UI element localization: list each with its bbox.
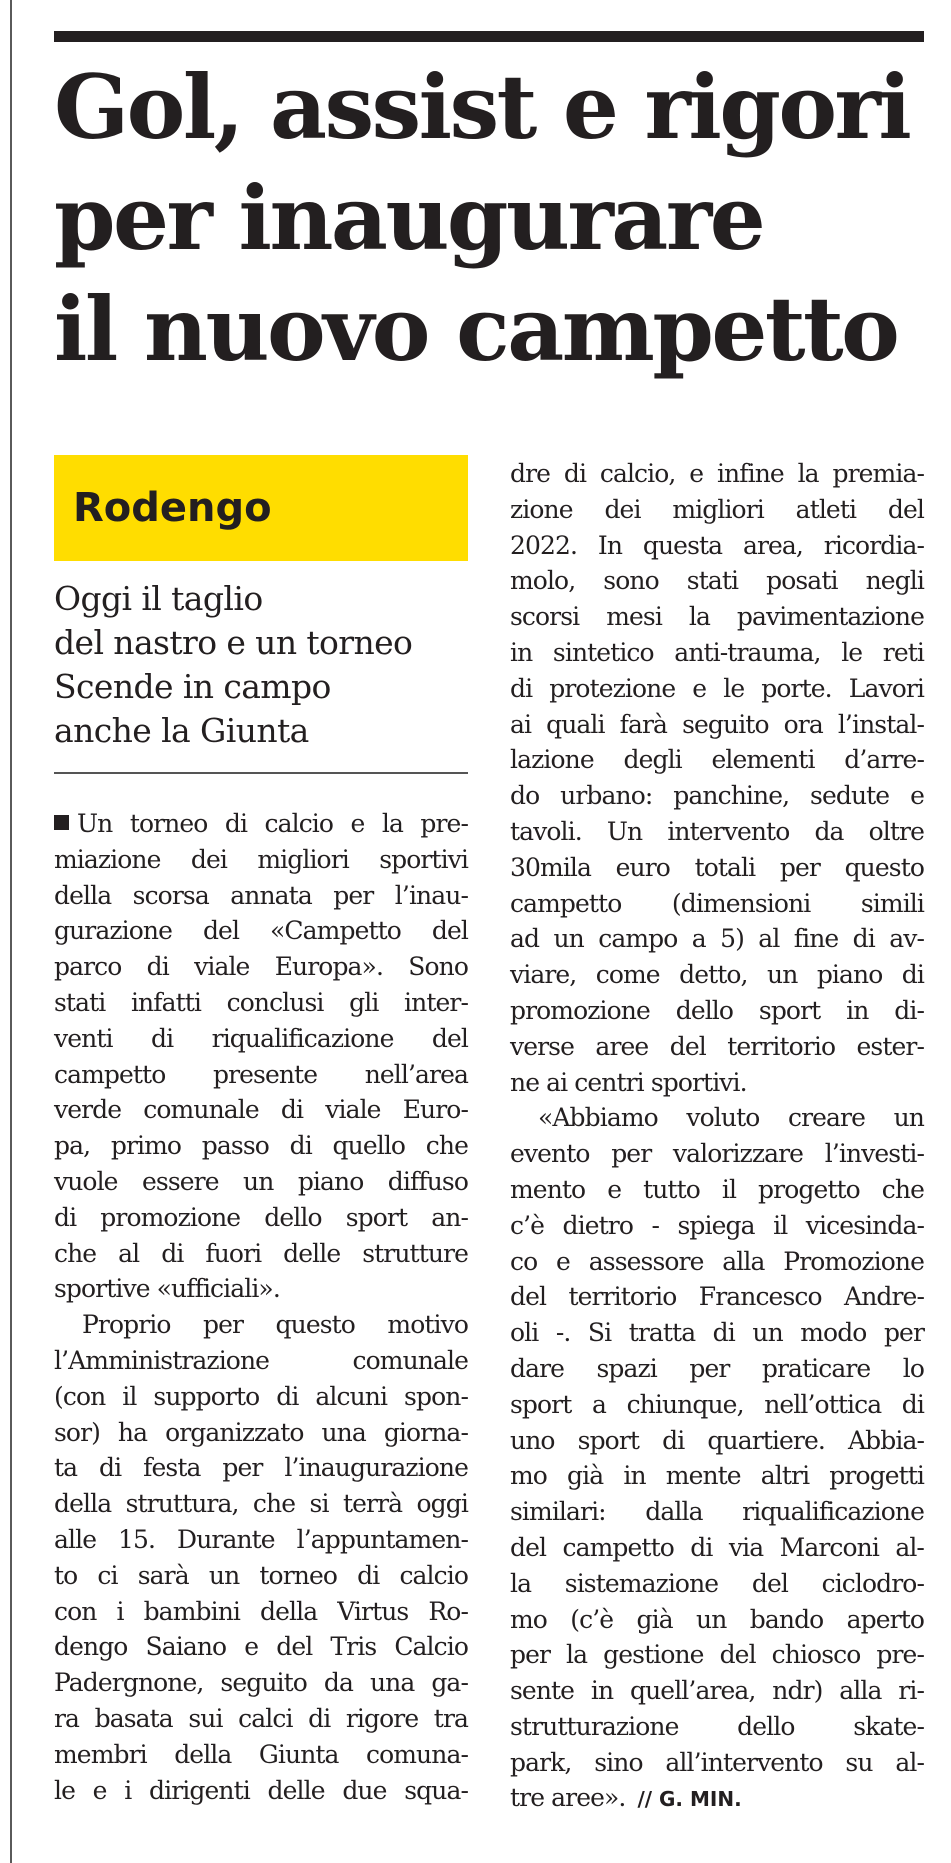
body-text-line: strutturazione dello skate- — [510, 1711, 924, 1741]
body-text-line: del territorio Francesco Andre- — [510, 1282, 924, 1312]
body-text-line: co e assessore alla Promozione — [510, 1246, 924, 1276]
body-text-line: similari: dalla riqualificazione — [510, 1497, 924, 1527]
body-text-line: in sintetico anti-trauma, le reti — [510, 637, 924, 667]
body-text-line: tre aree». // G. MIN. — [510, 1783, 742, 1813]
body-text-line: c’è dietro - spiega il vicesinda- — [510, 1210, 924, 1240]
body-text-line: ne ai centri sportivi. — [510, 1067, 747, 1097]
lead-bullet-icon — [54, 815, 69, 830]
body-text-line: 30mila euro totali per questo — [510, 852, 924, 882]
body-text-line: pa, primo passo di quello che — [54, 1131, 468, 1161]
body-text-line: lazione degli elementi d’arre- — [510, 745, 924, 775]
body-text-line: ra basata sui calci di rigore tra — [54, 1703, 468, 1733]
body-text-line: miazione dei migliori sportivi — [54, 844, 468, 874]
body-text-line: to ci sarà un torneo di calcio — [54, 1560, 468, 1590]
body-text-line: do urbano: panchine, sedute e — [510, 781, 924, 811]
headline-top-rule — [54, 31, 924, 42]
body-text-line: Proprio per questo motivo — [82, 1310, 468, 1340]
body-text-line: dengo Saiano e del Tris Calcio — [54, 1632, 468, 1662]
body-text-line: mento e tutto il progetto che — [510, 1174, 924, 1204]
body-text-line: della scorsa annata per l’inau- — [54, 880, 468, 910]
body-text-line: per la gestione del chiosco pre- — [510, 1640, 924, 1670]
body-text-line: 2022. In questa area, ricordia- — [510, 530, 924, 560]
body-text-line: sport a chiunque, nell’ottica di — [510, 1389, 924, 1419]
body-text-line: mo già in mente altri progetti — [510, 1461, 924, 1491]
subheadline-line: anche la Giunta — [54, 711, 309, 750]
body-column-right — [510, 456, 924, 1816]
body-text-line: evento per valorizzare l’investi- — [510, 1139, 924, 1169]
body-text-line: dare spazi per praticare lo — [510, 1353, 924, 1383]
body-text-line: campetto (dimensioni simili — [510, 888, 924, 918]
body-text-line: venti di riqualificazione del — [54, 1023, 468, 1053]
body-text-line: «Abbiamo voluto creare un — [538, 1103, 924, 1133]
body-text-line: di promozione dello sport an- — [54, 1202, 468, 1232]
body-text-line: parco di viale Europa». Sono — [54, 952, 468, 982]
body-text-line: tavoli. Un intervento da oltre — [510, 816, 924, 846]
body-text-line: verse aree del territorio ester- — [510, 1031, 924, 1061]
body-text-line: della struttura, che si terrà oggi — [54, 1489, 468, 1519]
body-text-line: viare, come detto, un piano di — [510, 960, 924, 990]
body-text-line: dre di calcio, e infine la premia- — [510, 459, 924, 488]
subheadline-rule — [54, 772, 468, 774]
body-text-line: la sistemazione del ciclodro- — [510, 1568, 924, 1598]
body-text-line: vuole essere un piano diffuso — [54, 1166, 468, 1196]
body-text-line: zione dei migliori atleti del — [510, 494, 924, 524]
body-text-line: con i bambini della Virtus Ro- — [54, 1596, 468, 1626]
kicker-label: Rodengo — [73, 485, 272, 531]
headline-line: per inaugurare — [54, 166, 764, 270]
column-divider-left — [10, 0, 12, 1863]
body-text-line: promozione dello sport in di- — [510, 995, 924, 1025]
author-signature: // G. MIN. — [637, 1787, 742, 1812]
kicker-box — [54, 455, 468, 561]
body-text-line: oli -. Si tratta di un modo per — [510, 1318, 924, 1348]
body-text-line: del campetto di via Marconi al- — [510, 1532, 924, 1562]
body-text-line: sor) ha organizzato una giorna- — [54, 1417, 468, 1447]
subheadline-line: Scende in campo — [54, 667, 331, 706]
body-text-line: Un torneo di calcio e la pre- — [54, 806, 468, 842]
headline-line: Gol, assist e rigori — [54, 55, 910, 159]
body-text-line: Padergnone, seguito da una ga- — [54, 1668, 468, 1698]
subheadline-line: Oggi il taglio — [54, 579, 263, 618]
body-text-line: ai quali farà seguito ora l’instal- — [510, 709, 924, 739]
body-text-line: molo, sono stati posati negli — [510, 566, 924, 596]
body-text-line: uno sport di quartiere. Abbia- — [510, 1425, 924, 1455]
body-column-left — [54, 806, 468, 1808]
headline-line: il nuovo campetto — [54, 277, 898, 381]
body-text-line: (con il supporto di alcuni spon- — [54, 1381, 468, 1411]
body-text-line: stati infatti conclusi gli inter- — [54, 987, 468, 1017]
body-text-line: park, sino all’intervento su al- — [510, 1747, 924, 1777]
body-text-line: l’Amministrazione comunale — [54, 1345, 468, 1375]
body-text-line: ta di festa per l’inaugurazione — [54, 1453, 468, 1483]
body-text-line: mo (c’è già un bando aperto — [510, 1604, 924, 1634]
body-text-line: scorsi mesi la pavimentazione — [510, 602, 924, 632]
body-text-line: alle 15. Durante l’appuntamen- — [54, 1524, 468, 1554]
body-text-line: verde comunale di viale Euro- — [54, 1095, 468, 1125]
body-text-line: membri della Giunta comuna- — [54, 1739, 468, 1769]
subheadline-line: del nastro e un torneo — [54, 623, 413, 662]
body-text-line: di protezione e le porte. Lavori — [510, 673, 924, 703]
body-text-line: le e i dirigenti delle due squa- — [54, 1775, 468, 1805]
headline — [54, 52, 934, 385]
body-text-line: che al di fuori delle strutture — [54, 1238, 468, 1268]
subheadline — [54, 577, 474, 753]
body-text-line: gurazione del «Campetto del — [54, 916, 468, 946]
body-text-line: campetto presente nell’area — [54, 1059, 468, 1089]
body-text-line: ad un campo a 5) al fine di av- — [510, 924, 924, 954]
body-text-line: sente in quell’area, ndr) alla ri- — [510, 1676, 924, 1706]
body-text-line: sportive «ufficiali». — [54, 1274, 280, 1304]
